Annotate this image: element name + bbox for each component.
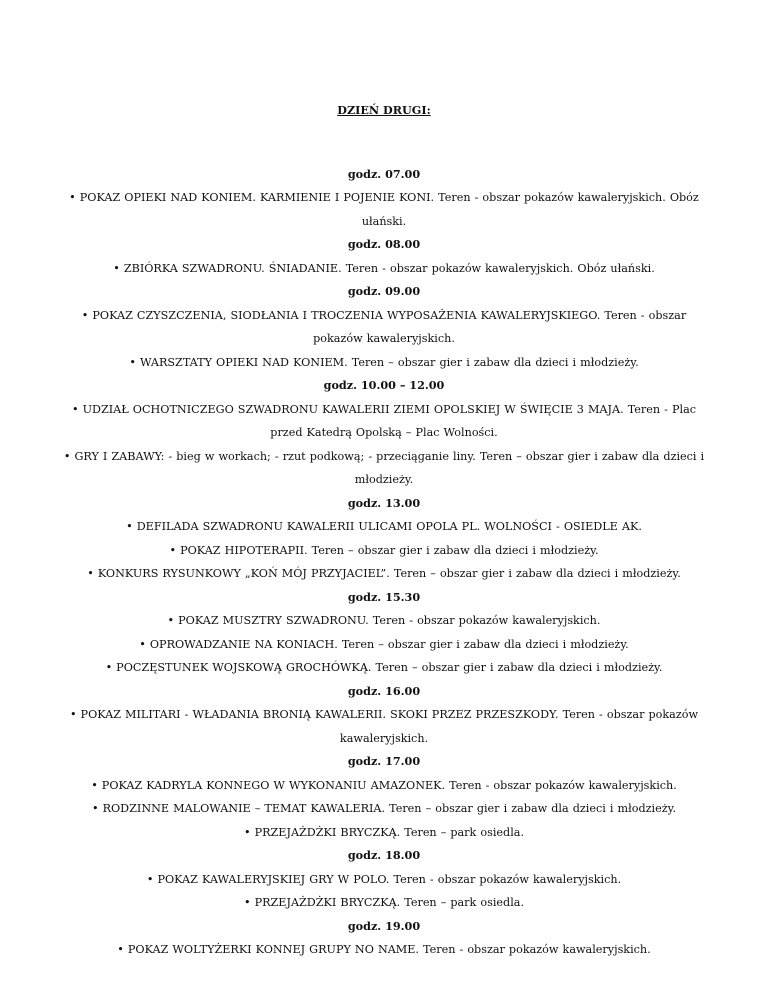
schedule-item [60,609,708,633]
schedule-item [60,515,708,539]
schedule-item-text: POKAZ OPIEKI NAD KONIEM. KARMIENIE I POJENIE KONI. Teren - obszar pokazów kawaleryjskich. Obóz ułański. [79,191,699,228]
bullet-icon: • [243,896,251,909]
schedule-item-text: POKAZ WOLTYŻERKI KONNEJ GRUPY NO NAME. Teren - obszar pokazów kawaleryjskich. [127,943,651,956]
bullet-icon: • [91,802,99,815]
schedule-item-text: POKAZ MILITARI - WŁADANIA BRONIĄ KAWALERII. SKOKI PRZEZ PRZESZKODY. Teren - obszar pokazów kawaleryjskich. [80,708,699,745]
schedule-item-text: POKAZ HIPOTERAPII. Teren – obszar gier i zabaw dla dzieci i młodzieży. [180,543,599,557]
schedule-item [60,304,708,351]
time-heading: godz. 07.00 [347,166,421,181]
bullet-icon: • [69,708,77,721]
schedule-item-text: RODZINNE MALOWANIE – TEMAT KAWALERIA. Teren – obszar gier i zabaw dla dzieci i młodzieży. [102,802,677,815]
schedule-item [60,868,708,892]
bullet-icon: • [63,449,71,463]
schedule-item [60,774,708,798]
bullet-icon: • [243,825,251,839]
bullet-icon: • [113,261,120,275]
bullet-icon: • [71,402,79,416]
schedule-item [60,821,708,845]
schedule-item-text: GRY I ZABAWY: - bieg w workach; - rzut podkową; - przeciąganie liny. Teren – obszar gier i zabaw dla dzieci i młodzieży. [74,449,705,486]
schedule-item [60,938,708,962]
schedule-item [60,257,708,281]
bullet-icon: • [87,567,94,580]
time-heading: godz. 08.00 [347,237,421,251]
bullet-icon: • [129,355,136,369]
bullet-icon: • [169,543,177,557]
schedule-item [60,562,708,586]
schedule [60,163,708,962]
page-title: DZIEŃ DRUGI: [337,103,431,117]
schedule-item-text: POKAZ KAWALERYJSKIEJ GRY W POLO. Teren - obszar pokazów kawaleryjskich. [157,872,622,886]
schedule-item-text: POKAZ CZYSZCZENIA, SIODŁANIA I TROCZENIA WYPOSAŻENIA KAWALERYJSKIEGO. Teren - obszar pokazów kawaleryjskich. [92,308,687,345]
time-heading: godz. 17.00 [347,754,421,768]
time-heading: godz. 15.30 [347,589,421,604]
schedule-item-text: UDZIAŁ OCHOTNICZEGO SZWADRONU KAWALERII ZIEMI OPOLSKIEJ W ŚWIĘCIE 3 MAJA. Teren - Plac przed Katedrą Opolską – Plac Wolności. [82,402,697,439]
schedule-item [60,656,708,680]
schedule-item-text: ZBIÓRKA SZWADRONU. ŚNIADANIE. Teren - obszar pokazów kawaleryjskich. Obóz ułański. [123,261,655,275]
time-heading: godz. 09.00 [347,284,421,298]
schedule-item [60,445,708,492]
schedule-item [60,633,708,657]
schedule-item [60,797,708,821]
bullet-icon: • [139,637,146,651]
schedule-item-text: POKAZ KADRYLA KONNEGO W WYKONANIU AMAZONEK. Teren - obszar pokazów kawaleryjskich. [101,778,677,792]
time-heading: godz. 19.00 [347,918,421,933]
schedule-item-text: POKAZ MUSZTRY SZWADRONU. Teren - obszar pokazów kawaleryjskich. [178,614,601,627]
schedule-item-text: POCZĘSTUNEK WOJSKOWĄ GROCHÓWKĄ. Teren – obszar gier i zabaw dla dzieci i młodzieży. [116,661,663,674]
bullet-icon: • [126,520,133,533]
time-heading: godz. 13.00 [347,495,421,510]
bullet-icon: • [105,661,113,674]
bullet-icon: • [117,943,124,956]
schedule-item-text: PRZEJAŻDŻKI BRYCZKĄ. Teren – park osiedla. [254,896,525,909]
bullet-icon: • [69,191,76,204]
schedule-item [60,186,708,233]
schedule-item [60,891,708,915]
time-heading: godz. 18.00 [347,848,421,862]
schedule-item [60,351,708,375]
time-heading: godz. 16.00 [347,683,421,698]
schedule-item-text: OPROWADZANIE NA KONIACH. Teren – obszar gier i zabaw dla dzieci i młodzieży. [149,637,629,651]
schedule-item-text: PRZEJAŻDŻKI BRYCZKĄ. Teren – park osiedla. [254,825,525,839]
schedule-item [60,398,708,445]
bullet-icon: • [167,614,175,627]
bullet-icon: • [91,778,98,792]
schedule-item-text: WARSZTATY OPIEKI NAD KONIEM. Teren – obszar gier i zabaw dla dzieci i młodzieży. [139,355,639,369]
schedule-item-text: DEFILADA SZWADRONU KAWALERII ULICAMI OPOLA PL. WOLNOŚCI - OSIEDLE AK. [136,520,642,533]
schedule-item-text: KONKURS RYSUNKOWY „KOŃ MÓJ PRZYJACIEL”. Teren – obszar gier i zabaw dla dzieci i młodzieży. [97,567,681,580]
bullet-icon: • [81,308,89,322]
schedule-item [60,539,708,563]
time-heading: godz. 10.00 – 12.00 [323,378,445,392]
schedule-item [60,703,708,750]
bullet-icon: • [146,872,154,886]
